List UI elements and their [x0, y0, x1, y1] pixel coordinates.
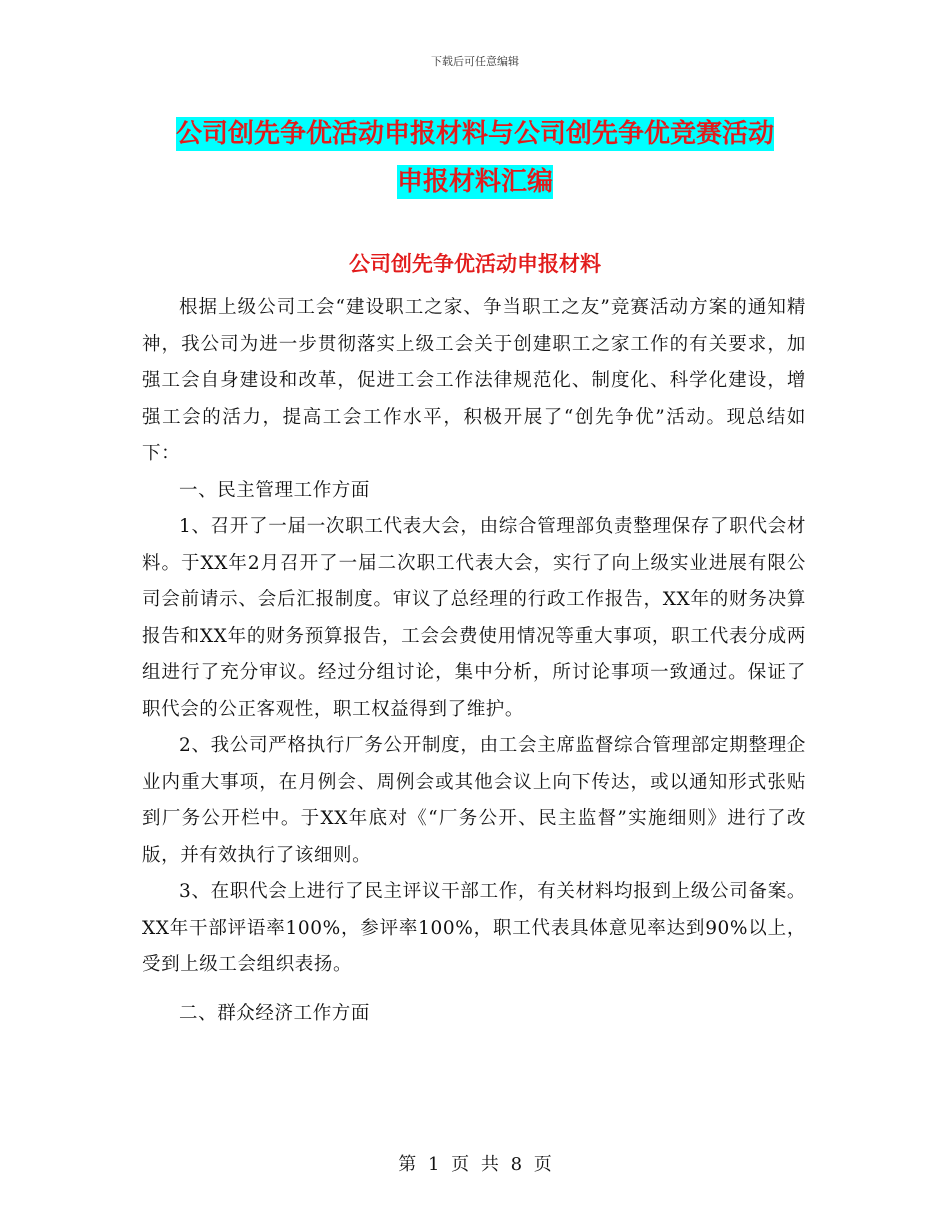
title-line-1: 公司创先争优活动申报材料与公司创先争优竞赛活动 — [175, 119, 774, 149]
document-title — [140, 110, 810, 206]
paragraph-item-2: 2、我公司严格执行厂务公开制度，由工会主席监督综合管理部定期整理企业内重大事项，在月例会、周例会或其他会议上向下传达，或以通知形式张贴到厂务公开栏中。于XX年底对《“厂务公开、民主监督”实施细则》进行了改版，并有效执行了该细则。 — [142, 735, 806, 866]
paragraph-item-3: 3、在职代会上进行了民主评议干部工作，有关材料均报到上级公司备案。XX年干部评语率100%，参评率100%，职工代表具体意见率达到90%以上，受到上级工会组织表扬。 — [142, 881, 806, 975]
header-note: 下载后可任意编辑 — [431, 55, 519, 68]
title-line-2: 申报材料汇编 — [396, 167, 553, 197]
heading-mass-economic-work: 二、群众经济工作方面 — [179, 1002, 371, 1024]
page-footer: 第 1 页 共 8 页 — [398, 1154, 552, 1175]
heading-democratic-management: 一、民主管理工作方面 — [179, 479, 371, 501]
paragraph-intro: 根据上级公司工会“建设职工之家、争当职工之友”竞赛活动方案的通知精神，我公司为进一步贯彻落实上级工会关于创建职工之家工作的有关要求，加强工会自身建设和改革，促进工会工作法律规范化、制度化、科学化建设，增强工会的活力，提高工会工作水平，积极开展了“创先争优”活动。现总结如下： — [142, 297, 806, 464]
section-title: 公司创先争优活动申报材料 — [349, 252, 601, 276]
document-body — [142, 290, 806, 1032]
paragraph-item-1: 1、召开了一届一次职工代表大会，由综合管理部负责整理保存了职代会材料。于XX年2月召开了一届二次职工代表大会，实行了向上级实业进展有限公司会前请示、会后汇报制度。审议了总经理的行政工作报告，XX年的财务决算报告和XX年的财务预算报告，工会会费使用情况等重大事项，职工代表分成两组进行了充分审议。经过分组讨论，集中分析，所讨论事项一致通过。保证了职代会的公正客观性，职工权益得到了维护。 — [142, 516, 806, 720]
